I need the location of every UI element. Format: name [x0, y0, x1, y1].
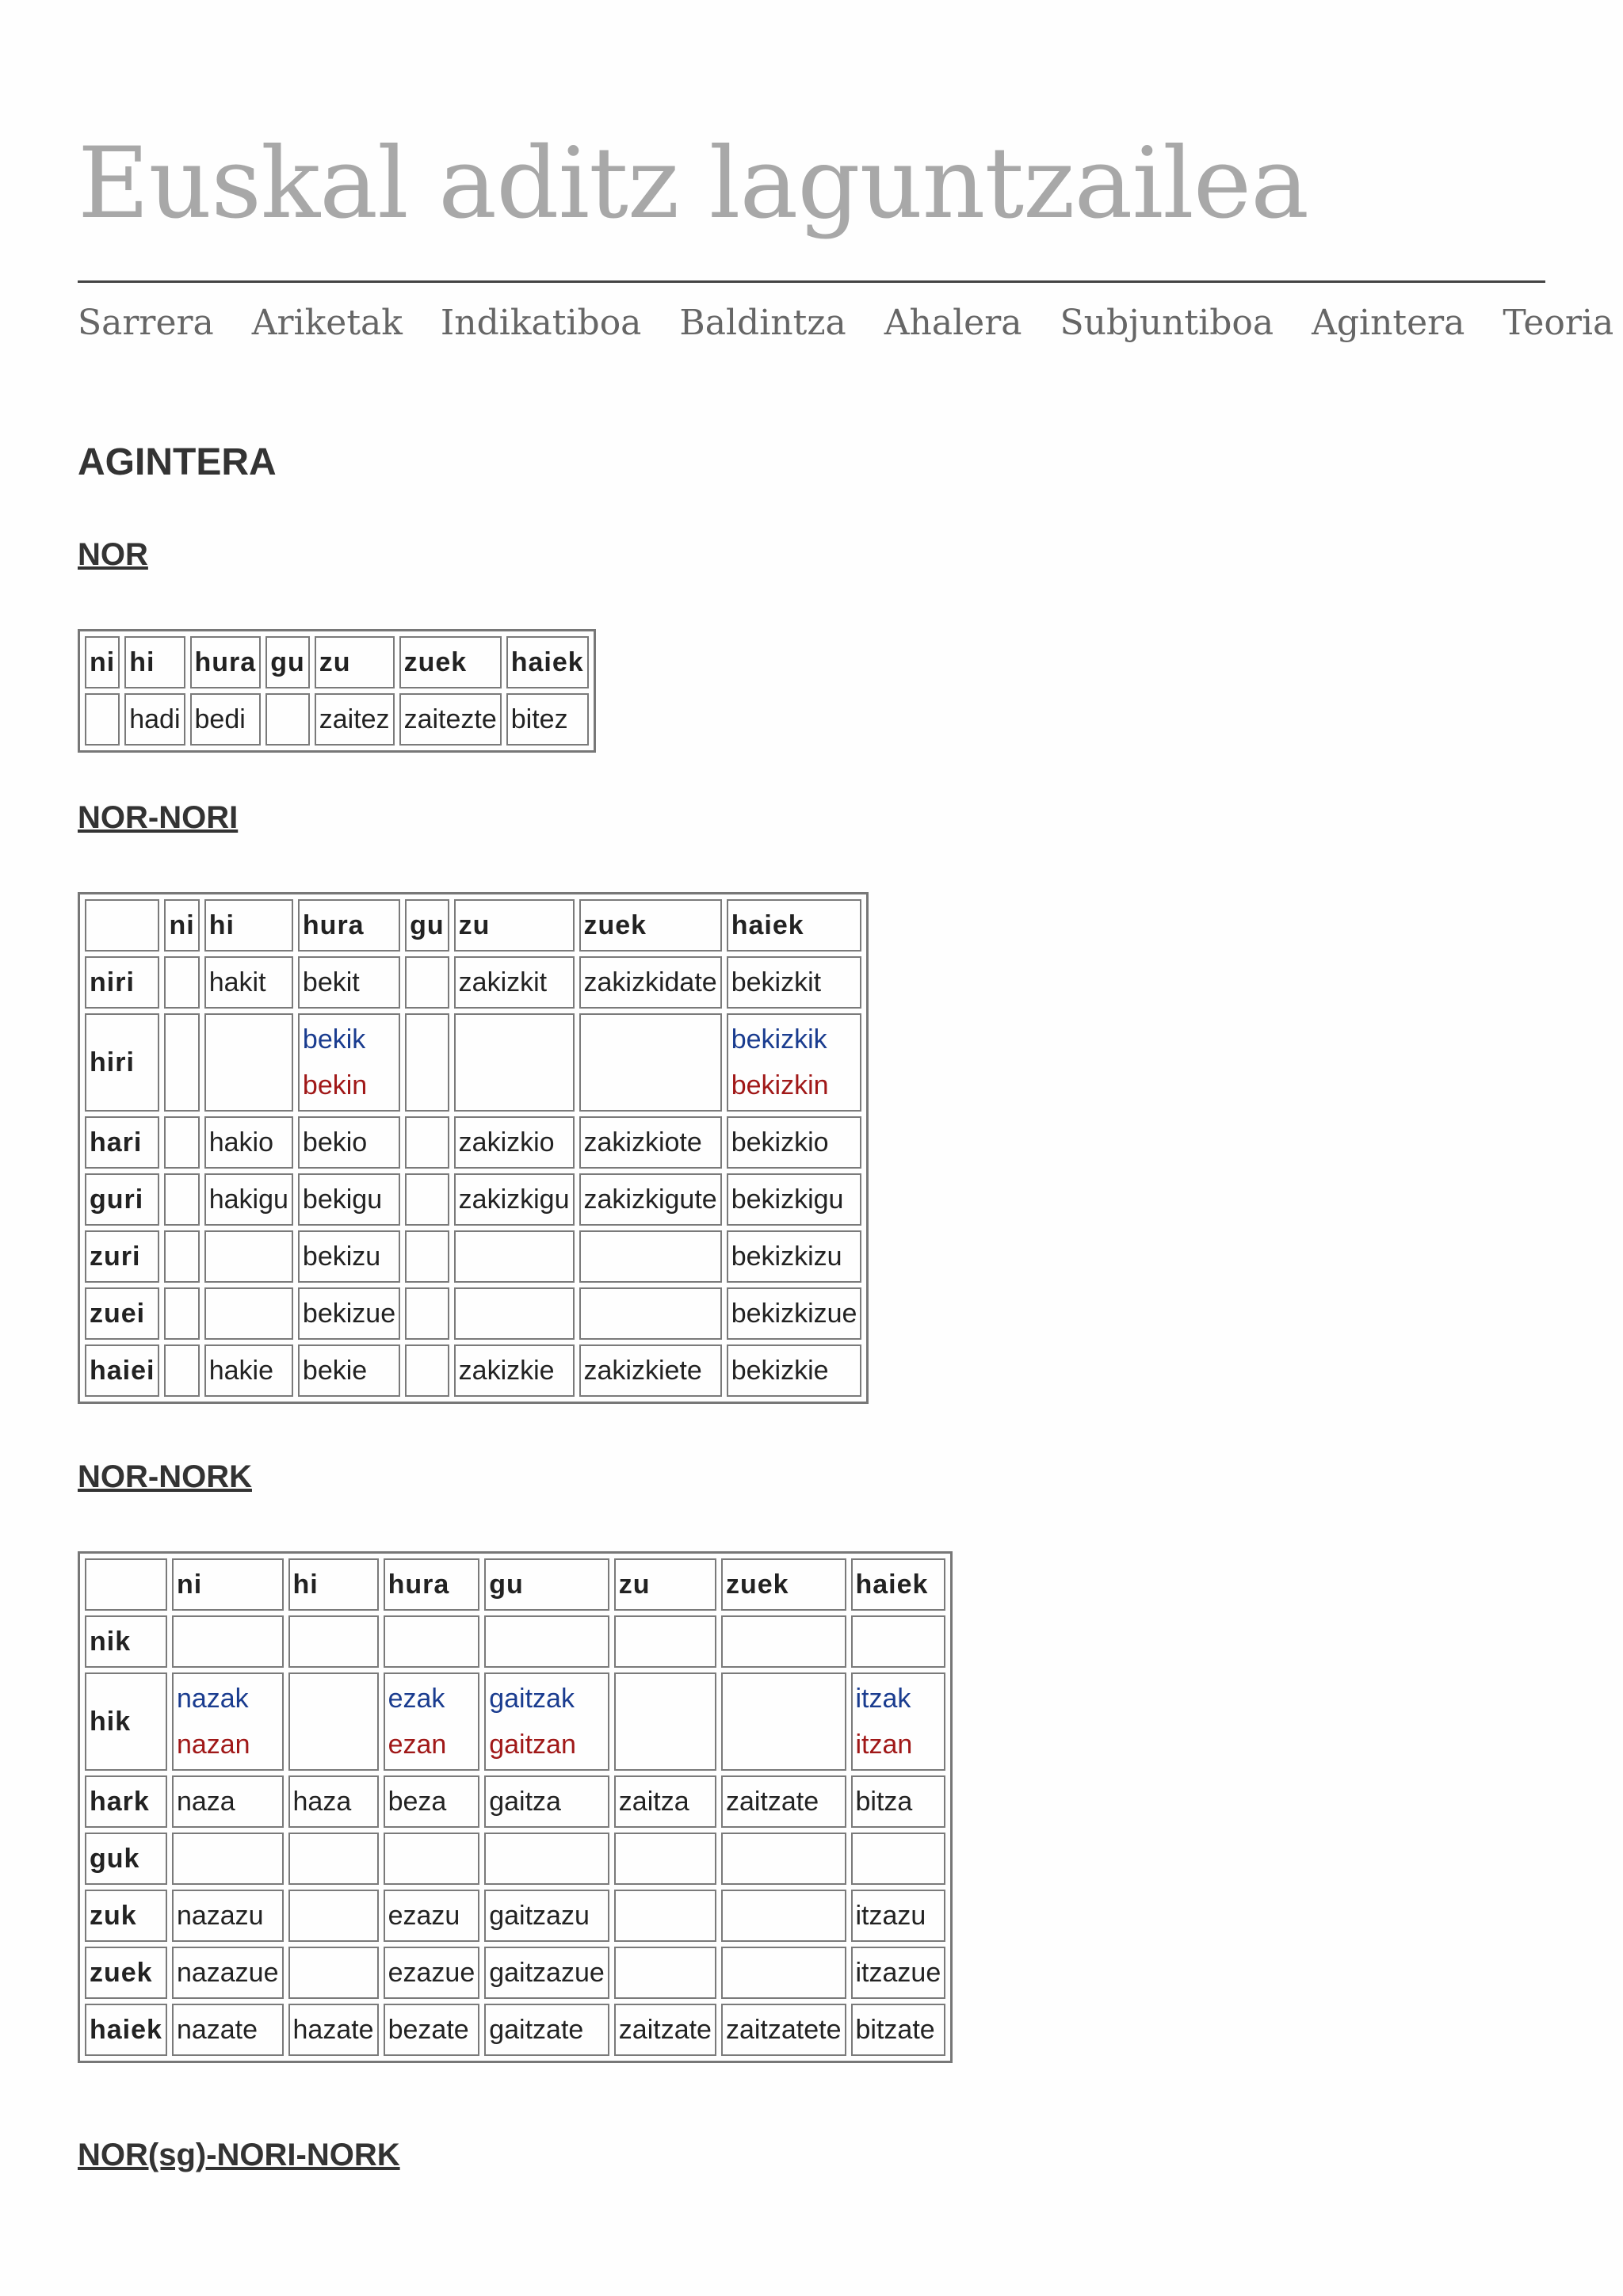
table-cell	[288, 1615, 379, 1668]
familiar-feminine-form: bekizkin	[731, 1070, 829, 1100]
column-header: hura	[298, 899, 400, 952]
row-header: zuk	[85, 1890, 167, 1942]
table-cell	[288, 1833, 379, 1885]
column-header: zuek	[721, 1558, 846, 1611]
familiar-feminine-form: gaitzan	[489, 1730, 576, 1760]
table-cell: zakizkiete	[579, 1344, 722, 1397]
familiar-masculine-form: gaitzak	[489, 1684, 575, 1714]
table-cell	[454, 1287, 575, 1340]
table-cell	[204, 1013, 293, 1112]
column-header: haiek	[851, 1558, 946, 1611]
table-cell: bitza	[851, 1775, 946, 1828]
row-header: hiri	[85, 1013, 159, 1112]
table-cell	[164, 1013, 199, 1112]
familiar-masculine-form: bekizkik	[731, 1024, 827, 1055]
nav-ahalera[interactable]: Ahalera	[884, 303, 1022, 343]
table-cell	[614, 1615, 716, 1668]
table-row	[85, 1230, 861, 1283]
table-cell: gaitzate	[484, 2004, 609, 2056]
table-cell: zaitzate	[721, 1775, 846, 1828]
column-header: hi	[288, 1558, 379, 1611]
column-header: zuek	[399, 636, 502, 688]
table-cell	[288, 1672, 379, 1771]
table-cell: hakie	[204, 1344, 293, 1397]
column-header: gu	[484, 1558, 609, 1611]
table-cell	[579, 1287, 722, 1340]
table-cell: nazazue	[172, 1947, 284, 1999]
column-header	[85, 899, 159, 952]
row-header: guri	[85, 1173, 159, 1226]
nav-ariketak[interactable]: Ariketak	[251, 303, 403, 343]
column-header: hi	[124, 636, 185, 688]
section-title-nor-sg-nori-nork[interactable]: NOR(sg)-NORI-NORK	[78, 2138, 400, 2172]
table-cell	[164, 1344, 199, 1397]
table-cell: zakizkidate	[579, 956, 722, 1009]
row-header: haiei	[85, 1344, 159, 1397]
table-cell	[614, 1947, 716, 1999]
section-title-nor-nori[interactable]: NOR-NORI	[78, 800, 239, 835]
table-cell	[405, 1173, 449, 1226]
table-cell: ezazu	[384, 1890, 480, 1942]
table-cell	[579, 1230, 722, 1283]
table-cell: nazazu	[172, 1890, 284, 1942]
table-cell: zaitza	[614, 1775, 716, 1828]
table-cell: zakizkigute	[579, 1173, 722, 1226]
table-cell: zakizkigu	[454, 1173, 575, 1226]
table-row	[85, 1615, 945, 1668]
table-row	[85, 1890, 945, 1942]
column-header: zuek	[579, 899, 722, 952]
nor-nori-table	[78, 892, 869, 1404]
table-cell	[405, 1116, 449, 1169]
table-cell	[204, 1230, 293, 1283]
table-cell: nazate	[172, 2004, 284, 2056]
table-cell	[204, 1287, 293, 1340]
table-cell	[614, 1890, 716, 1942]
table-cell: bekizkizu	[727, 1230, 862, 1283]
table-row	[85, 1833, 945, 1885]
column-header: zu	[614, 1558, 716, 1611]
table-cell: zakizkiote	[579, 1116, 722, 1169]
table-cell	[405, 1013, 449, 1112]
table-cell	[721, 1672, 846, 1771]
nor-table	[78, 629, 596, 753]
table-row	[85, 1344, 861, 1397]
table-cell	[721, 1947, 846, 1999]
table-cell: bekizue	[298, 1287, 400, 1340]
familiar-feminine-form: bekin	[302, 1070, 368, 1100]
table-row	[85, 1116, 861, 1169]
column-header: gu	[405, 899, 449, 952]
table-header-row	[85, 899, 861, 952]
table-cell	[484, 1672, 609, 1771]
table-cell: zakizkio	[454, 1116, 575, 1169]
table-cell	[484, 1615, 609, 1668]
table-cell	[288, 1947, 379, 1999]
table-header-row	[85, 636, 589, 688]
familiar-masculine-form: ezak	[388, 1684, 445, 1714]
nav-sarrera[interactable]: Sarrera	[78, 303, 214, 343]
table-cell: hakit	[204, 956, 293, 1009]
nav-agintera[interactable]: Agintera	[1312, 303, 1465, 343]
table-cell: hazate	[288, 2004, 379, 2056]
row-header: zuek	[85, 1947, 167, 1999]
table-cell	[164, 1173, 199, 1226]
table-cell: bekigu	[298, 1173, 400, 1226]
table-cell	[454, 1013, 575, 1112]
table-cell: haza	[288, 1775, 379, 1828]
nav-baldintza[interactable]: Baldintza	[679, 303, 846, 343]
row-header: niri	[85, 956, 159, 1009]
familiar-masculine-form: bekik	[302, 1024, 366, 1055]
row-header: guk	[85, 1833, 167, 1885]
column-header: zu	[315, 636, 395, 688]
table-row	[85, 1287, 861, 1340]
table-row	[85, 1775, 945, 1828]
table-row	[85, 1013, 861, 1112]
column-header: ni	[172, 1558, 284, 1611]
column-header: ni	[164, 899, 199, 952]
header-divider	[78, 280, 1545, 283]
row-header: hik	[85, 1672, 167, 1771]
column-header: haiek	[506, 636, 589, 688]
table-cell	[721, 1615, 846, 1668]
table-cell	[172, 1672, 284, 1771]
table-row	[85, 1947, 945, 1999]
site-title[interactable]: Euskal aditz laguntzailea	[78, 127, 1309, 241]
column-header: hi	[204, 899, 293, 952]
table-cell: bekizu	[298, 1230, 400, 1283]
table-cell	[405, 1344, 449, 1397]
table-cell	[164, 1287, 199, 1340]
table-cell	[851, 1615, 946, 1668]
table-cell: beza	[384, 1775, 480, 1828]
table-cell	[164, 956, 199, 1009]
table-cell	[172, 1833, 284, 1885]
table-cell	[721, 1833, 846, 1885]
table-cell	[288, 1890, 379, 1942]
table-cell: hakio	[204, 1116, 293, 1169]
table-cell: bezate	[384, 2004, 480, 2056]
table-header-row	[85, 1558, 945, 1611]
column-header: zu	[454, 899, 575, 952]
nav-indikatiboa[interactable]: Indikatiboa	[440, 303, 642, 343]
section-title-nor[interactable]: NOR	[78, 537, 148, 572]
row-header: zuei	[85, 1287, 159, 1340]
table-cell: zaitezte	[399, 693, 502, 746]
table-cell: itzazue	[851, 1947, 946, 1999]
table-cell	[405, 956, 449, 1009]
table-cell: zaitzate	[614, 2004, 716, 2056]
familiar-masculine-form: itzak	[855, 1684, 911, 1714]
table-cell: gaitzazu	[484, 1890, 609, 1942]
table-cell: bedi	[190, 693, 262, 746]
nor-nork-table	[78, 1551, 953, 2063]
table-cell: bekizkie	[727, 1344, 862, 1397]
table-cell: bekie	[298, 1344, 400, 1397]
table-cell	[384, 1615, 480, 1668]
table-cell	[164, 1116, 199, 1169]
table-cell: bekit	[298, 956, 400, 1009]
column-header: hura	[190, 636, 262, 688]
table-cell: gaitza	[484, 1775, 609, 1828]
table-row	[85, 693, 589, 746]
table-cell: bekizkigu	[727, 1173, 862, 1226]
row-header: hari	[85, 1116, 159, 1169]
section-title-nor-nork[interactable]: NOR-NORK	[78, 1459, 252, 1494]
column-header	[85, 1558, 167, 1611]
table-cell: naza	[172, 1775, 284, 1828]
table-cell	[614, 1672, 716, 1771]
row-header: zuri	[85, 1230, 159, 1283]
column-header: hura	[384, 1558, 480, 1611]
familiar-feminine-form: ezan	[388, 1730, 447, 1760]
table-cell	[85, 693, 120, 746]
nav-subjuntiboa[interactable]: Subjuntiboa	[1060, 303, 1274, 343]
table-row	[85, 2004, 945, 2056]
row-header: haiek	[85, 2004, 167, 2056]
table-cell	[484, 1833, 609, 1885]
table-row	[85, 956, 861, 1009]
table-cell: hadi	[124, 693, 185, 746]
table-cell	[851, 1672, 946, 1771]
table-cell	[298, 1013, 400, 1112]
table-cell: zaitzatete	[721, 2004, 846, 2056]
table-cell: gaitzazue	[484, 1947, 609, 1999]
table-cell: hakigu	[204, 1173, 293, 1226]
table-cell: zakizkit	[454, 956, 575, 1009]
table-cell: bitez	[506, 693, 589, 746]
familiar-masculine-form: nazak	[176, 1684, 249, 1714]
table-cell: bekizkit	[727, 956, 862, 1009]
table-cell: zakizkie	[454, 1344, 575, 1397]
table-cell	[721, 1890, 846, 1942]
page-heading: AGINTERA	[78, 441, 277, 483]
table-cell	[851, 1833, 946, 1885]
table-cell: bekizkio	[727, 1116, 862, 1169]
familiar-feminine-form: nazan	[176, 1730, 250, 1760]
table-cell	[614, 1833, 716, 1885]
column-header: ni	[85, 636, 120, 688]
main-nav	[78, 303, 1623, 343]
table-cell	[405, 1230, 449, 1283]
table-cell: bekizkizue	[727, 1287, 862, 1340]
table-cell	[384, 1672, 480, 1771]
column-header: gu	[265, 636, 310, 688]
table-row	[85, 1672, 945, 1771]
column-header: haiek	[727, 899, 862, 952]
table-cell	[727, 1013, 862, 1112]
table-cell: ezazue	[384, 1947, 480, 1999]
table-cell	[384, 1833, 480, 1885]
table-cell: bitzate	[851, 2004, 946, 2056]
row-header: hark	[85, 1775, 167, 1828]
table-cell: bekio	[298, 1116, 400, 1169]
table-row	[85, 1173, 861, 1226]
table-cell: zaitez	[315, 693, 395, 746]
table-cell	[265, 693, 310, 746]
table-cell	[172, 1615, 284, 1668]
table-cell	[454, 1230, 575, 1283]
table-cell	[405, 1287, 449, 1340]
table-cell	[579, 1013, 722, 1112]
nav-teoria[interactable]: Teoria	[1503, 303, 1614, 343]
familiar-feminine-form: itzan	[855, 1730, 913, 1760]
table-cell: itzazu	[851, 1890, 946, 1942]
table-cell	[164, 1230, 199, 1283]
row-header: nik	[85, 1615, 167, 1668]
